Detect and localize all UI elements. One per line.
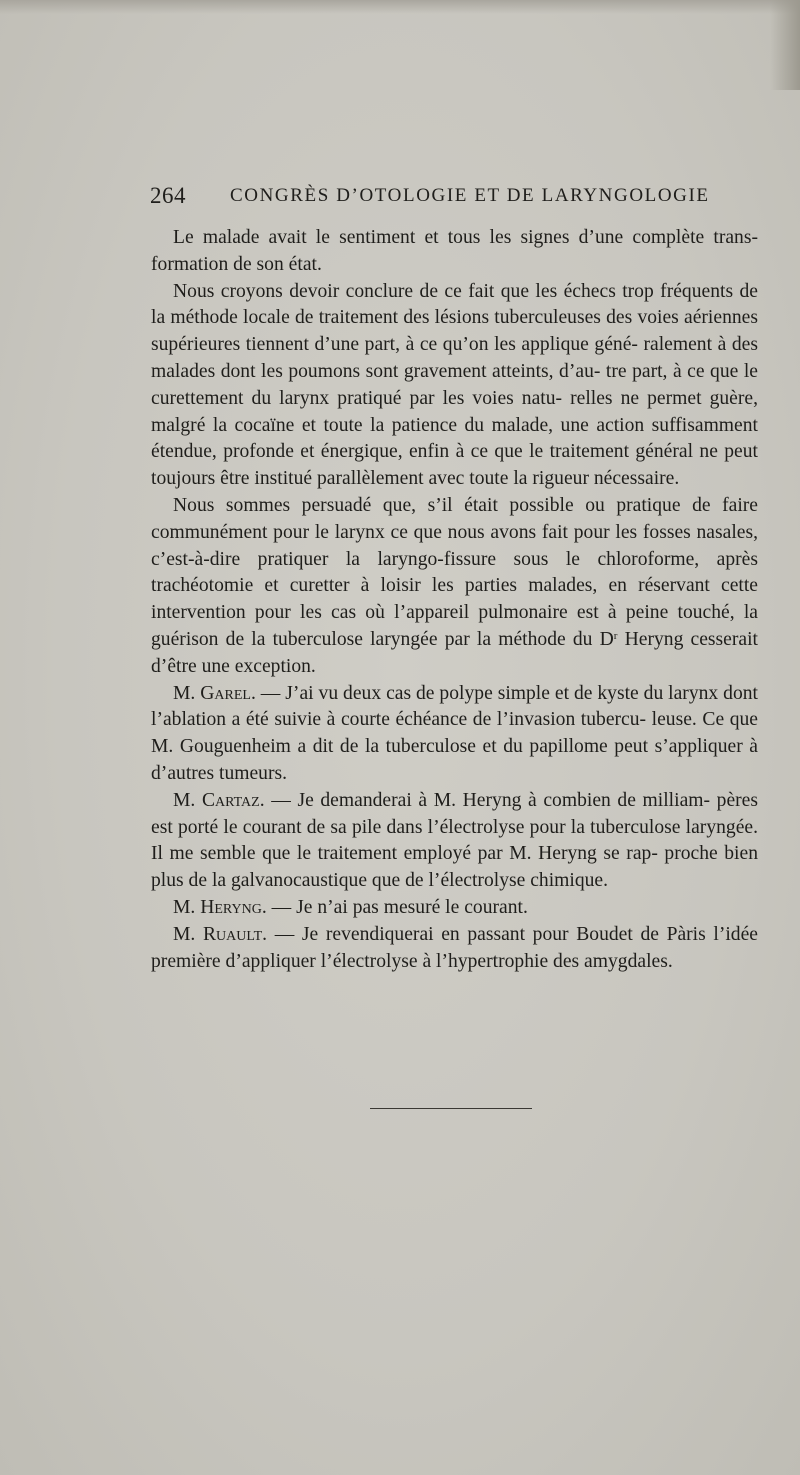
running-head-title: CONGRÈS D’OTOLOGIE ET DE LARYNGOLOGIE [230,185,710,206]
speech-text: — J’ai vu deux cas de polype simple et de kyste du larynx dont l’ablation a été suivie à courte échéance de l’invasion tubercu- leuse. Ce que M. Gouguenheim a dit de la tuberculose et du papillome peut s’appliquer à d’autres tumeurs. [151,682,758,784]
speaker-name: M. Ruault. [173,923,268,945]
speech-text: — Je demanderai à M. Heryng à combien de milliam- pères est porté le courant de sa pile dans l’électrolyse pour la tuberculose laryngée. Il me semble que le traitement employé par M. Heryng se rap- proche bien plus de la galvanocaustique que de l’électrolyse chimique. [151,789,758,892]
page-number: 264 [150,183,186,208]
paragraph-2: Nous croyons devoir conclure de ce fait que les échecs trop fréquents de la méthode locale de traitement des lésions tuberculeuses des voies aériennes supérieures tiennent d’une part, à ce qu’on les applique géné- ralement à des malades dont les poumons sont gravement atteints, d’au- tre part, à ce que le curettement du larynx pratiqué par les voies natu- relles ne permet guère, malgré la cocaïne et toute la patience du malade, une action suffisamment étendue, profonde et énergique, enfin à ce que le traitement général ne peut toujours être institué parallèlement avec toute la rigueur nécessaire. [151,280,758,490]
speaker-name: M. Heryng. [173,896,267,918]
paragraph-cartaz [151,788,758,895]
paragraph-garel [151,681,758,788]
paragraph-ruault [151,922,758,976]
section-end-rule [370,1108,532,1109]
paragraph-3-text: Nous sommes persuadé que, s’il était possible ou pratique de faire communément pour le larynx ce que nous avons fait pour les fosses nasales, c’est-à-dire pratiquer la laryngo-fissure sous le chloroforme, après trachéotomie et curetter à loisir les parties malades, en réservant cette intervention pour les cas où l’appareil pulmonaire est à peine touché, la guérison de la tuberculose laryngée par la méthode du D [151,494,758,650]
speech-text: — Je n’ai pas mesuré le courant. [266,896,528,918]
speaker-name: M. Garel. [173,682,256,704]
paragraph-1: Le malade avait le sentiment et tous les signes d’une complète trans- formation de son état. [151,227,758,275]
body-text [151,225,758,975]
paragraph-heryng [151,895,758,922]
speaker-name: M. Cartaz. [173,789,265,811]
running-head [150,183,710,217]
page-top-edge-shadow [0,0,800,14]
paragraph-3-text-end: Heryng cesserait d’être une exception. [151,628,758,677]
speech-text: — Je revendiquerai en passant pour Boudet de Pàris l’idée première d’appliquer l’électrolyse à l’hypertrophie des amygdales. [151,923,758,972]
page-corner-shadow [770,0,800,90]
doctor-superscript: r [613,629,618,642]
paragraph-3 [151,493,758,681]
